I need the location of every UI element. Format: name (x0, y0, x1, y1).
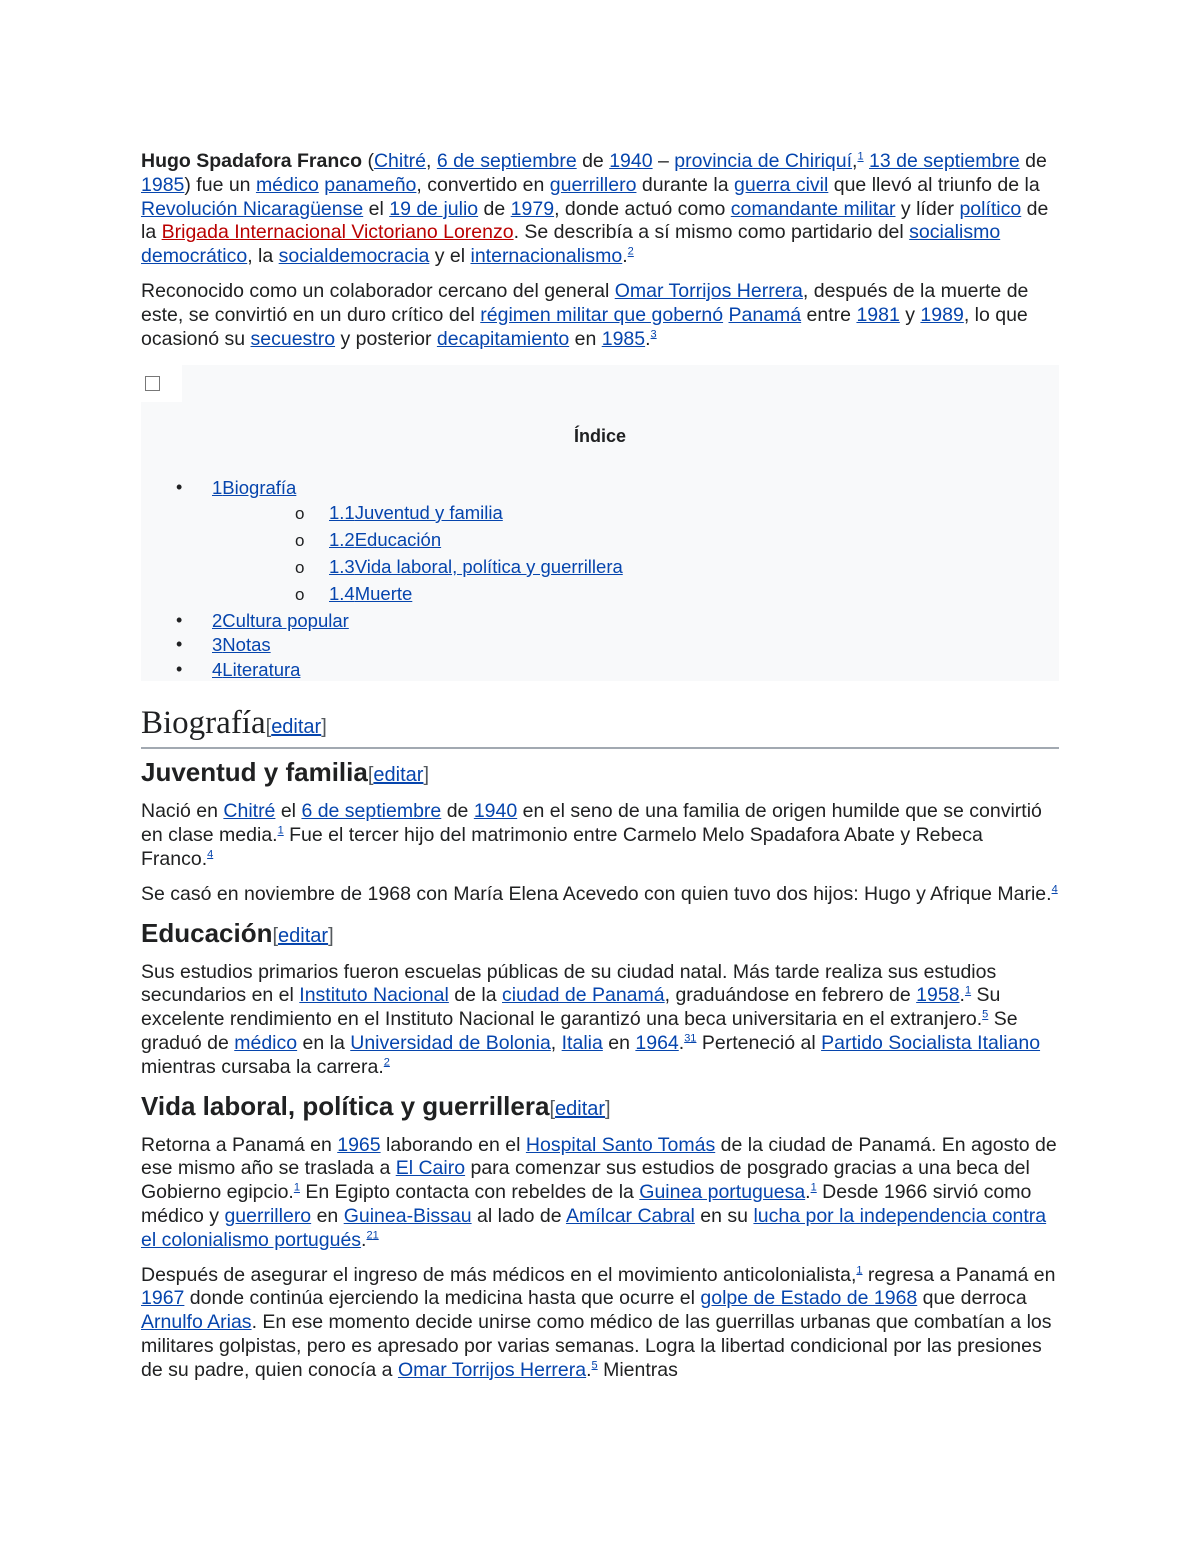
toc-item (141, 501, 623, 528)
toc-link-biografia[interactable]: 1Biografía (212, 477, 297, 499)
link-19-julio[interactable]: 19 de julio (389, 197, 479, 220)
link-guinea-portuguesa[interactable]: Guinea portuguesa (639, 1181, 806, 1204)
toc-item (141, 633, 623, 658)
edit-link[interactable]: editar (555, 1097, 606, 1120)
link-ciudad-panama[interactable]: ciudad de Panamá (502, 984, 665, 1007)
link-1985[interactable]: 1985 (601, 327, 646, 350)
section-heading-biografia: Biografía[editar] (141, 705, 1059, 749)
toc-item (141, 528, 623, 555)
section-heading-vida-laboral: Vida laboral, política y guerrillera[editar] (141, 1090, 611, 1121)
link-decapitamiento[interactable]: decapitamiento (436, 327, 570, 350)
reference-link[interactable]: 21 (366, 1229, 379, 1242)
link-panama[interactable]: Panamá (728, 303, 802, 326)
circle-bullet-icon: o (295, 503, 305, 523)
link-1967[interactable]: 1967 (141, 1287, 185, 1310)
reference-link[interactable]: 2 (383, 1056, 390, 1069)
edit-link[interactable]: editar (373, 764, 424, 787)
reference-link[interactable]: 1 (293, 1181, 300, 1194)
edit-section: [editar] (549, 1097, 611, 1120)
link-provincia-chiriqui[interactable]: provincia de Chiriquí (674, 150, 853, 172)
circle-bullet-icon: o (295, 557, 305, 577)
link-socialdemocracia[interactable]: socialdemocracia (278, 245, 430, 268)
edit-section: [editar] (367, 764, 429, 787)
link-panameno[interactable]: panameño (324, 173, 417, 196)
link-13-septiembre[interactable]: 13 de septiembre (869, 150, 1020, 172)
reference-link[interactable]: 2 (627, 245, 634, 258)
link-revolucion-nicaraguense[interactable]: Revolución Nicaragüense (141, 197, 364, 220)
reference-link[interactable]: 31 (684, 1032, 697, 1045)
intro-paragraph-1: Hugo Spadafora Franco (Chitré, 6 de septiembre de 1940 – provincia de Chiriquí,$^1$ 13 de septiembre de 1985) fue un médico panameño, convertido en guerrillero durante la guerra civil que llevó al triunfo de la Revolución Nicaragüense el 19 de julio de 1979, donde actuó como comandante militar y líder político de la Brigada Internacional Victoriano Lorenzo. Se describía a sí mismo como partidario del socialismo democrático, la socialdemocracia y el internacionalismo.$^2$ (141, 150, 1049, 268)
toc-link-educacion[interactable]: 1.2Educación (329, 528, 442, 550)
link-golpe-estado-1968[interactable]: golpe de Estado de 1968 (700, 1287, 918, 1310)
reference-link[interactable]: 1 (857, 150, 864, 163)
circle-bullet-icon: o (295, 530, 305, 550)
reference-link[interactable]: 5 (591, 1359, 598, 1372)
bullet-icon: • (176, 609, 183, 630)
link-1965[interactable]: 1965 (337, 1133, 381, 1156)
toc-link-muerte[interactable]: 1.4Muerte (329, 582, 413, 604)
link-omar-torrijos[interactable]: Omar Torrijos Herrera (397, 1358, 587, 1381)
article-body (141, 150, 1059, 1394)
juventud-paragraph-2: Se casó en noviembre de 1968 con María Elena Acevedo con quien tuvo dos hijos: Hugo y Afrique Marie.$^4$ (141, 882, 1058, 905)
link-1964[interactable]: 1964 (635, 1031, 679, 1054)
link-1940[interactable]: 1940 (473, 800, 518, 823)
toc-item (141, 476, 623, 501)
link-universidad-bolonia[interactable]: Universidad de Bolonia (350, 1031, 551, 1054)
reference-link[interactable]: 1 (277, 824, 284, 837)
toc-title: Índice (573, 426, 626, 447)
edit-section: [editar] (265, 716, 327, 739)
link-omar-torrijos[interactable]: Omar Torrijos Herrera (614, 279, 803, 302)
toc-list (141, 476, 623, 682)
link-amilcar-cabral[interactable]: Amílcar Cabral (565, 1204, 695, 1227)
vida-paragraph-1: Retorna a Panamá en 1965 laborando en el Hospital Santo Tomás de la ciudad de Panamá. En agosto de ese mismo año se traslada a El Cairo para comenzar sus estudios de posgrado gracias a una beca del Gobierno egipcio.$^1$ En Egipto contacta con rebeldes de la Guinea portuguesa.$^1$ Desde 1966 sirvió como médico y guerrillero en Guinea-Bissau al lado de Amílcar Cabral en su lucha por la independencia contra el colonialismo portugués.$^{21}$ (141, 1133, 1057, 1251)
link-1981[interactable]: 1981 (856, 303, 900, 326)
toc-link-vida-laboral[interactable]: 1.3Vida laboral, política y guerrillera (329, 555, 623, 577)
link-guinea-bissau[interactable]: Guinea-Bissau (343, 1204, 472, 1227)
reference-link[interactable]: 4 (207, 848, 214, 861)
edit-link[interactable]: editar (278, 924, 329, 947)
reference-link[interactable]: 4 (1051, 883, 1058, 896)
link-1940[interactable]: 1940 (609, 150, 653, 172)
toc-item (141, 582, 623, 609)
link-regimen-militar[interactable]: régimen militar que gobernó (480, 303, 724, 326)
bullet-icon: • (176, 634, 183, 655)
intro-paragraph-2: Reconocido como un colaborador cercano del general Omar Torrijos Herrera, después de la muerte de este, se convirtió en un duro crítico del régimen militar que gobernó Panamá entre 1981 y 1989, lo que ocasionó su secuestro y posterior decapitamiento en 1985.$^3$ (141, 279, 1029, 350)
table-of-contents (141, 365, 1059, 681)
toc-toggle-checkbox[interactable] (145, 376, 160, 391)
link-politico[interactable]: político (959, 197, 1022, 220)
toc-item (141, 658, 623, 683)
circle-bullet-icon: o (295, 584, 305, 604)
link-arnulfo-arias[interactable]: Arnulfo Arias (141, 1311, 252, 1334)
reference-link[interactable]: 1 (964, 984, 972, 997)
link-medico[interactable]: médico (234, 1031, 298, 1054)
link-hospital-santo-tomas[interactable]: Hospital Santo Tomás (525, 1133, 716, 1156)
reference-link[interactable]: 1 (810, 1181, 817, 1194)
link-el-cairo[interactable]: El Cairo (395, 1157, 466, 1180)
link-socialismo-democratico[interactable]: socialismo democrático (141, 221, 1001, 268)
link-guerrillero[interactable]: guerrillero (549, 173, 637, 196)
reference-link[interactable]: 1 (856, 1264, 863, 1277)
toc-link-cultura-popular[interactable]: 2Cultura popular (212, 609, 349, 631)
edit-link[interactable]: editar (271, 716, 322, 739)
vida-paragraph-2: Después de asegurar el ingreso de más médicos en el movimiento anticolonialista,$^1$ regresa a Panamá en 1967 donde continúa ejerciendo la medicina hasta que ocurre el golpe de Estado de 1968 que derroca Arnulfo Arias. En ese momento decide unirse como médico de las guerrillas urbanas que combatían a los militares golpistas, pero es apresado por varias semanas. Logra la libertad condicional por las presiones de su padre, quien conocía a Omar Torrijos Herrera.$^5$ Mientras (141, 1263, 1056, 1381)
reference-link[interactable]: 5 (982, 1008, 989, 1021)
link-chitre[interactable]: Chitré (373, 150, 426, 172)
toc-link-notas[interactable]: 3Notas (212, 634, 271, 656)
link-chitre[interactable]: Chitré (223, 800, 276, 823)
link-brigada-internacional[interactable]: Brigada Internacional Victoriano Lorenzo (161, 221, 514, 244)
link-internacionalismo[interactable]: internacionalismo (470, 245, 623, 268)
section-heading-juventud: Juventud y familia[editar] (141, 757, 429, 788)
link-1989[interactable]: 1989 (920, 303, 964, 326)
link-instituto-nacional[interactable]: Instituto Nacional (299, 984, 449, 1007)
link-comandante-militar[interactable]: comandante militar (730, 197, 896, 220)
toc-link-juventud[interactable]: 1.1Juventud y familia (329, 501, 503, 523)
link-partido-socialista-italiano[interactable]: Partido Socialista Italiano (821, 1031, 1041, 1054)
toc-item (141, 555, 623, 582)
article-subject: Hugo Spadafora Franco (141, 150, 363, 172)
link-guerrillero[interactable]: guerrillero (224, 1204, 312, 1227)
link-guerra-civil[interactable]: guerra civil (734, 173, 829, 196)
edit-section: [editar] (272, 924, 334, 947)
juventud-paragraph-1: Nació en Chitré el 6 de septiembre de 1940 en el seno de una familia de origen humilde que se convirtió en clase media.$^1$ Fue el tercer hijo del matrimonio entre Carmelo Melo Spadafora Abate y Rebeca Franco.$^4$ (141, 800, 1042, 870)
link-6-septiembre[interactable]: 6 de septiembre (436, 150, 577, 172)
link-medico[interactable]: médico (255, 173, 319, 196)
link-1985[interactable]: 1985 (141, 173, 185, 196)
toc-item (141, 609, 623, 634)
link-1979[interactable]: 1979 (510, 197, 555, 220)
link-1958[interactable]: 1958 (916, 984, 960, 1007)
link-italia[interactable]: Italia (561, 1031, 603, 1054)
bullet-icon: • (176, 658, 183, 679)
educacion-paragraph-1: Sus estudios primarios fueron escuelas públicas de su ciudad natal. Más tarde realiza sus estudios secundarios en el Instituto Nacional de la ciudad de Panamá, graduándose en febrero de 1958.$^1$ Su excelente rendimiento en el Instituto Nacional le garantizó una beca universitaria en el extranjero.$^5$ Se graduó de médico en la Universidad de Bolonia, Italia en 1964.31 Perteneció al Partido Socialista Italiano mientras cursaba la carrera.$^2$ (141, 960, 1041, 1078)
link-6-septiembre[interactable]: 6 de septiembre (301, 800, 442, 823)
link-secuestro[interactable]: secuestro (250, 327, 336, 350)
bullet-icon: • (176, 477, 183, 498)
link-lucha-independencia[interactable]: lucha por la independencia contra el colonialismo portugués (141, 1204, 1047, 1251)
section-heading-educacion: Educación[editar] (141, 917, 334, 948)
toc-link-literatura[interactable]: 4Literatura (212, 658, 301, 680)
reference-link[interactable]: 3 (650, 328, 657, 341)
